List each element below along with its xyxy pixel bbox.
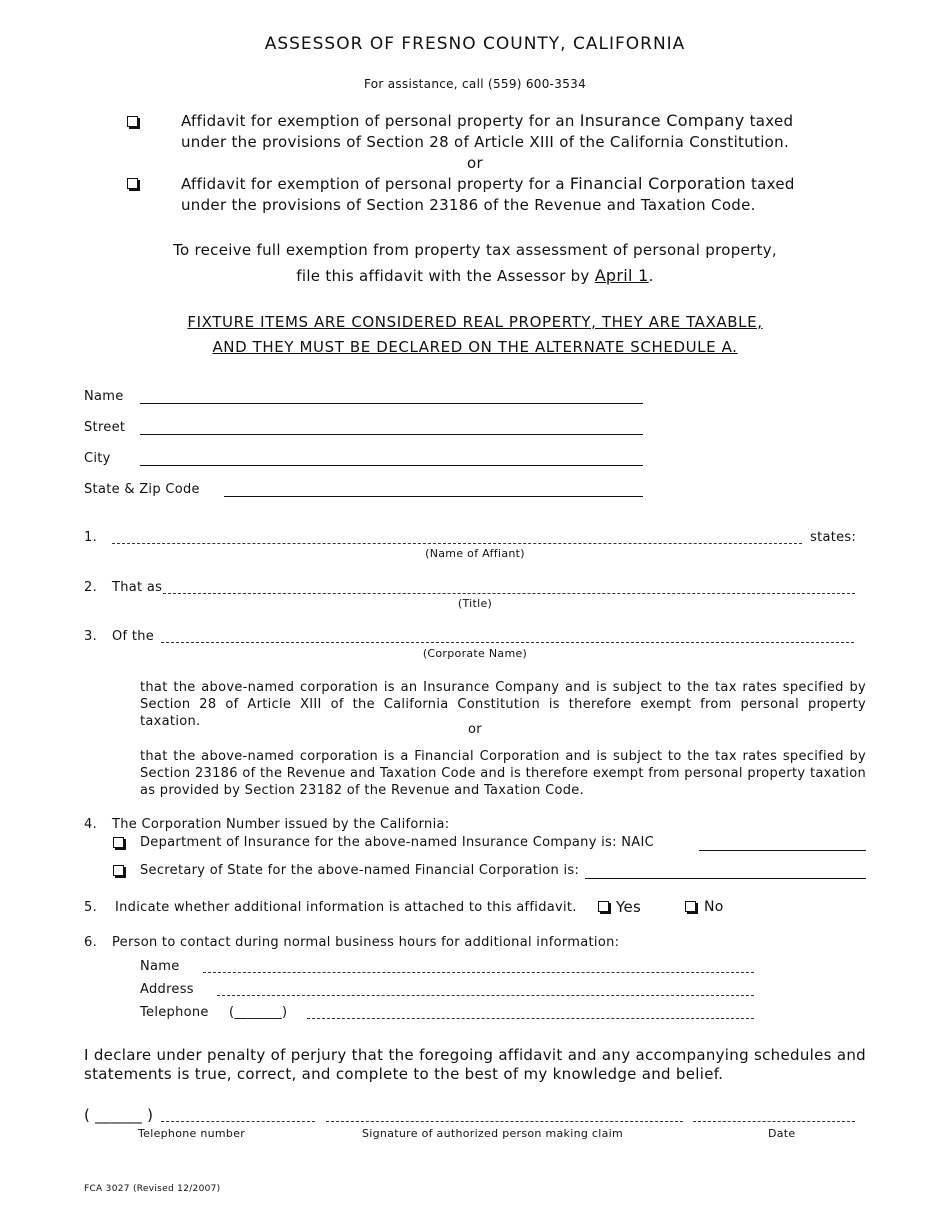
item2-prefix: That as — [112, 580, 163, 595]
financial-corporation-checkbox[interactable] — [127, 178, 138, 189]
declaration-text: I declare under penalty of perjury that the foregoing affidavit and any accompanying schedules and statements is true, correct, and complete to the best of my knowledge and belief. — [84, 1046, 866, 1083]
signature-phone-area[interactable]: ( ______ ) — [84, 1106, 154, 1124]
contact-telephone-label: Telephone — [140, 1005, 209, 1020]
item1-number: 1. — [84, 530, 98, 545]
corporate-name-field[interactable] — [161, 642, 854, 643]
contact-address-label: Address — [140, 982, 194, 997]
naic-label: Department of Insurance for the above-named Insurance Company is: NAIC — [140, 835, 654, 850]
signature-phone-field[interactable] — [161, 1121, 315, 1122]
financial-corporation-label: Financial Corporation — [569, 174, 746, 193]
title-caption: (Title) — [457, 597, 493, 610]
notice-line2-post: . — [648, 267, 654, 285]
secretary-of-state-label: Secretary of State for the above-named Financial Corporation is: — [140, 863, 580, 878]
contact-name-field[interactable] — [203, 972, 754, 973]
signature-field[interactable] — [326, 1121, 683, 1122]
city-label: City — [84, 451, 111, 466]
no-label: No — [704, 899, 724, 915]
item6-text: Person to contact during normal business hours for additional information: — [112, 935, 620, 950]
insurance-option-text — [181, 110, 793, 153]
affiant-name-field[interactable] — [112, 543, 802, 544]
naic-field[interactable] — [699, 850, 866, 851]
financial-option-pre: Affidavit for exemption of personal property for a — [181, 175, 565, 193]
insurance-company-checkbox[interactable] — [127, 116, 138, 127]
contact-address-field[interactable] — [217, 995, 754, 996]
item3-number: 3. — [84, 629, 98, 644]
no-checkbox[interactable] — [685, 901, 696, 912]
financial-paragraph: that the above-named corporation is a Financial Corporation and is subject to the tax rates specified by Section 23186 of the Revenue and Taxation Code and is therefore exempt from personal property taxation as provided by Section 23182 of the Revenue and Taxation Code. — [140, 749, 866, 798]
item5-number: 5. — [84, 900, 98, 915]
yes-label: Yes — [616, 898, 642, 916]
title-field[interactable] — [163, 593, 855, 594]
fixture-notice-line2: AND THEY MUST BE DECLARED ON THE ALTERNATE SCHEDULE A. — [212, 338, 738, 356]
corporate-name-caption: (Corporate Name) — [422, 647, 528, 660]
date-caption: Date — [768, 1127, 796, 1140]
assistance-phone: For assistance, call (559) 600-3534 — [363, 77, 587, 91]
insurance-company-label: Insurance Company — [579, 111, 745, 130]
notice-line2-pre: file this affidavit with the Assessor by — [296, 267, 590, 285]
state-zip-field[interactable] — [224, 496, 643, 497]
insurance-option-post: taxed — [749, 112, 794, 130]
item4-text: The Corporation Number issued by the California: — [112, 817, 450, 832]
naic-checkbox[interactable] — [113, 837, 124, 848]
signature-caption: Signature of authorized person making claim — [362, 1127, 624, 1140]
notice-line1: To receive full exemption from property tax assessment of personal property, — [173, 241, 777, 259]
street-label: Street — [84, 420, 126, 435]
insurance-option-line2: under the provisions of Section 28 of Article XIII of the California Constitution. — [181, 133, 790, 151]
yes-checkbox[interactable] — [598, 901, 609, 912]
deadline-date: April 1 — [594, 266, 649, 285]
financial-option-post: taxed — [750, 175, 795, 193]
insurance-paragraph: that the above-named corporation is an Insurance Company and is subject to the tax rates specified by Section 28 of Article XIII of the California Constitution is therefore exempt from personal property taxation. — [140, 680, 866, 729]
contact-area-code[interactable]: (_______) — [229, 1005, 288, 1020]
item4-number: 4. — [84, 817, 98, 832]
financial-option-line2: under the provisions of Section 23186 of the Revenue and Taxation Code. — [181, 196, 756, 214]
affiant-name-caption: (Name of Affiant) — [425, 547, 525, 560]
item3-prefix: Of the — [112, 629, 155, 644]
phone-caption: Telephone number — [138, 1127, 246, 1140]
city-field[interactable] — [140, 465, 643, 466]
secretary-of-state-checkbox[interactable] — [113, 865, 124, 876]
financial-option-text — [181, 173, 795, 216]
name-field[interactable] — [140, 403, 643, 404]
secretary-of-state-field[interactable] — [585, 878, 866, 879]
item6-number: 6. — [84, 935, 98, 950]
notice-line2 — [0, 266, 950, 285]
item2-number: 2. — [84, 580, 98, 595]
item5-text: Indicate whether additional information is attached to this affidavit. — [115, 900, 577, 915]
insurance-option-pre: Affidavit for exemption of personal property for an — [181, 112, 575, 130]
item1-states: states: — [810, 530, 857, 545]
signature-date-field[interactable] — [693, 1121, 855, 1122]
page-title: ASSESSOR OF FRESNO COUNTY, CALIFORNIA — [264, 34, 686, 54]
paragraphs-or: or — [468, 722, 482, 737]
contact-telephone-field[interactable] — [307, 1018, 754, 1019]
options-or: or — [467, 154, 483, 172]
street-field[interactable] — [140, 434, 643, 435]
form-number: FCA 3027 (Revised 12/2007) — [84, 1184, 221, 1194]
contact-name-label: Name — [140, 959, 180, 974]
state-zip-label: State & Zip Code — [84, 482, 200, 497]
fixture-notice-line1: FIXTURE ITEMS ARE CONSIDERED REAL PROPERTY, THEY ARE TAXABLE, — [187, 313, 763, 331]
name-label: Name — [84, 389, 124, 404]
